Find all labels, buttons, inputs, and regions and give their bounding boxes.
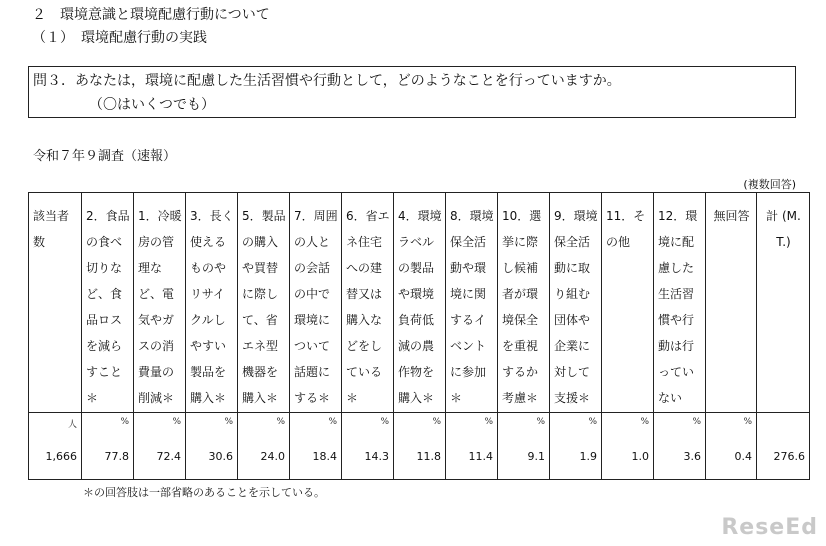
cell-value: 18.4 — [312, 450, 337, 463]
column-header: 無回答 — [706, 193, 757, 413]
unit-label: % — [380, 417, 389, 427]
unit-label: % — [536, 417, 545, 427]
unit-label: % — [432, 417, 441, 427]
unit-label: % — [120, 417, 129, 427]
column-header: 2．食品の食べ切りなど、食品ロスを減らすこと＊ — [82, 193, 134, 413]
column-header: 11．その他 — [602, 193, 654, 413]
table-cell — [498, 413, 550, 480]
table-cell — [757, 413, 810, 480]
column-header: 7．周囲の人との会話の中で環境について話題にする＊ — [290, 193, 342, 413]
multiple-answer-note: (複数回答) — [743, 178, 796, 191]
table-cell — [654, 413, 706, 480]
cell-value: 0.4 — [734, 450, 752, 463]
cell-value: 3.6 — [683, 450, 701, 463]
column-header: 10．選挙に際し候補者が環境保全を重視するか考慮＊ — [498, 193, 550, 413]
survey-label: 令和７年９調査（速報） — [33, 149, 177, 164]
column-header: 計 (M.T.) — [757, 193, 810, 413]
section-heading: ２ 環境意識と環境配慮行動について — [32, 7, 270, 23]
table-cell — [82, 413, 134, 480]
unit-label: % — [743, 417, 752, 427]
question-text: 問３．あなたは，環境に配慮した生活習慣や行動として，どのようなことを行っていますか。 — [33, 73, 621, 89]
header-row — [29, 193, 810, 413]
table-cell — [290, 413, 342, 480]
table-cell — [238, 413, 290, 480]
table-cell — [134, 413, 186, 480]
column-header: 3．長く使えるものやリサイクルしやすい製品を購入＊ — [186, 193, 238, 413]
column-header: 該当者数 — [29, 193, 82, 413]
unit-label: % — [484, 417, 493, 427]
column-header: 8．環境保全活動や環境に関するイベントに参加＊ — [446, 193, 498, 413]
column-header: 4．環境ラベルの製品や環境負荷低減の農作物を購入＊ — [394, 193, 446, 413]
cell-value: 1.9 — [579, 450, 597, 463]
table-cell — [186, 413, 238, 480]
subsection-heading: （１） 環境配慮行動の実践 — [32, 30, 207, 46]
cell-value: 11.4 — [468, 450, 493, 463]
unit-label: % — [588, 417, 597, 427]
column-header: 9．環境保全活動に取り組む団体や企業に対して支援＊ — [550, 193, 602, 413]
table-cell — [394, 413, 446, 480]
unit-label: % — [328, 417, 337, 427]
table-cell — [342, 413, 394, 480]
unit-label: 人 — [67, 420, 77, 430]
cell-value: 72.4 — [156, 450, 181, 463]
cell-value: 1.0 — [631, 450, 649, 463]
cell-value: 30.6 — [208, 450, 233, 463]
cell-value: 77.8 — [104, 450, 129, 463]
table-cell — [29, 413, 82, 480]
resed-logo: ReseEd — [721, 515, 818, 540]
value-row — [29, 413, 810, 480]
question-box — [28, 66, 796, 118]
unit-label: % — [640, 417, 649, 427]
cell-value: 14.3 — [364, 450, 389, 463]
column-header: 1．冷暖房の管理など、電気やガスの消費量の削減＊ — [134, 193, 186, 413]
column-header: 5．製品の購入や買替に際して、省エネ型機器を購入＊ — [238, 193, 290, 413]
table-cell — [602, 413, 654, 480]
unit-label: % — [224, 417, 233, 427]
table-cell — [550, 413, 602, 480]
table-cell — [446, 413, 498, 480]
unit-label: % — [692, 417, 701, 427]
column-header: 12．環境に配慮した生活習慣や行動は行っていない — [654, 193, 706, 413]
unit-label: % — [276, 417, 285, 427]
cell-value: 11.8 — [416, 450, 441, 463]
footnote: ＊の回答肢は一部省略のあることを示している。 — [83, 486, 325, 499]
unit-label: % — [172, 417, 181, 427]
cell-value: 276.6 — [773, 450, 805, 463]
cell-value: 9.1 — [527, 450, 545, 463]
results-table — [28, 192, 810, 480]
column-header: 6．省エネ住宅への建替又は購入などをしている＊ — [342, 193, 394, 413]
question-instruction: （〇はいくつでも） — [89, 97, 215, 113]
cell-value: 24.0 — [260, 450, 285, 463]
table-cell — [706, 413, 757, 480]
cell-value: 1,666 — [45, 450, 77, 463]
